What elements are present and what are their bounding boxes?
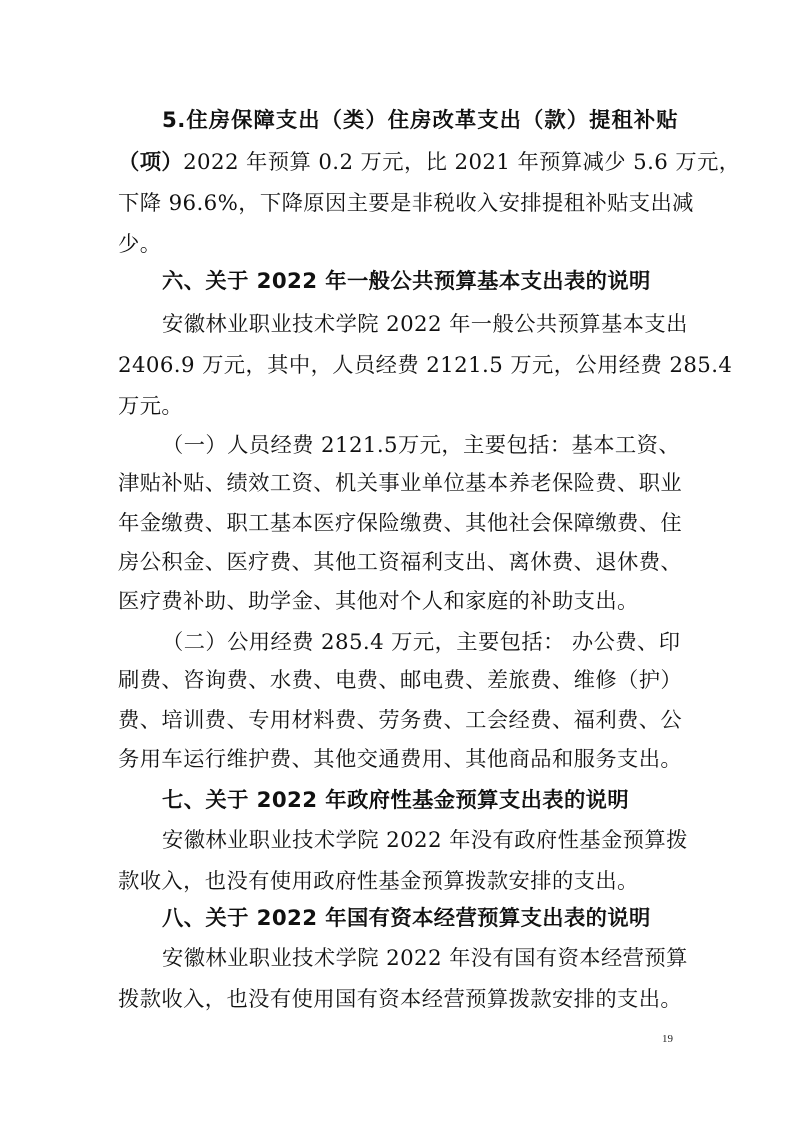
s5-line-1-text: 2022 年预算 0.2 万元，比 2021 年预算减少 5.6 万元， <box>183 150 741 175</box>
sec6-p1-line-3: 万元。 <box>118 394 184 419</box>
sec6-p1-line-2: 2406.9 万元，其中，人员经费 2121.5 万元，公用经费 285.4 <box>118 353 733 378</box>
sec6-heading: 六、关于 2022 年一般公共预算基本支出表的说明 <box>162 269 651 294</box>
sec6-p2-line-4: 房公积金、医疗费、其他工资福利支出、离休费、退休费、 <box>118 550 683 575</box>
sec8-heading: 八、关于 2022 年国有资本经营预算支出表的说明 <box>162 906 651 931</box>
sec6-p2-line-5: 医疗费补助、助学金、其他对个人和家庭的补助支出。 <box>118 589 639 614</box>
sec6-p3-line-3: 费、培训费、专用材料费、劳务费、工会经费、福利费、公 <box>118 708 683 733</box>
sec6-p3-line-1: （二）公用经费 285.4 万元，主要包括： 办公费、印 <box>162 630 681 655</box>
s5-line-1 <box>118 148 741 178</box>
sec6-p1-line-1: 安徽林业职业技术学院 2022 年一般公共预算基本支出 <box>162 312 688 337</box>
sec7-heading: 七、关于 2022 年政府性基金预算支出表的说明 <box>162 788 630 813</box>
sec7-p-line-2: 款收入，也没有使用政府性基金预算拨款安排的支出。 <box>118 869 639 894</box>
s5-line-2: 下降 96.6%，下降原因主要是非税收入安排提租补贴支出减 <box>118 191 694 216</box>
sec6-p2-line-1: （一）人员经费 2121.5万元，主要包括：基本工资、 <box>162 433 681 458</box>
sec6-p2-line-2: 津贴补贴、绩效工资、机关事业单位基本养老保险费、职业 <box>118 471 683 496</box>
sec8-p-line-1: 安徽林业职业技术学院 2022 年没有国有资本经营预算 <box>162 946 688 971</box>
s5-line-3: 少。 <box>118 232 162 257</box>
s5-heading: 5.住房保障支出（类）住房改革支出（款）提租补贴 <box>162 108 678 133</box>
sec6-p3-line-2: 刷费、咨询费、水费、电费、邮电费、差旅费、维修（护） <box>118 668 683 693</box>
sec7-p-line-1: 安徽林业职业技术学院 2022 年没有政府性基金预算拨 <box>162 828 688 853</box>
s5-item-label: （项） <box>118 150 184 175</box>
sec6-p2-line-3: 年金缴费、职工基本医疗保险缴费、其他社会保障缴费、住 <box>118 511 683 536</box>
sec8-p-line-2: 拨款收入，也没有使用国有资本经营预算拨款安排的支出。 <box>118 987 683 1012</box>
sec6-p3-line-4: 务用车运行维护费、其他交通费用、其他商品和服务支出。 <box>118 747 683 772</box>
page-number: 19 <box>662 1033 673 1045</box>
